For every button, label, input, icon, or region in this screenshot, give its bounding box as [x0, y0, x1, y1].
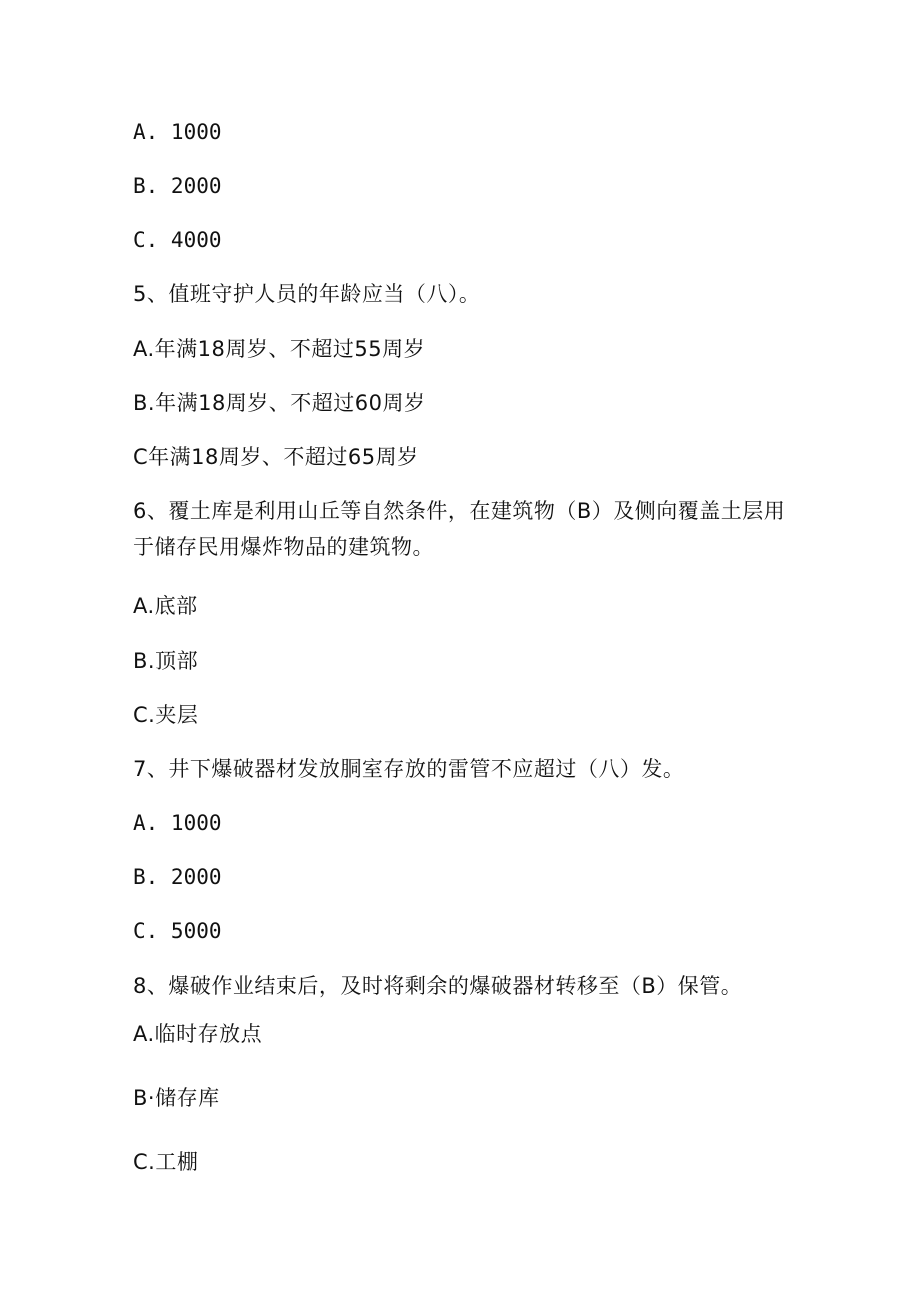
q4-option-c: C. 4000 [133, 228, 222, 252]
q8-option-c: C.工棚 [133, 1150, 199, 1174]
q7-option-c: C. 5000 [133, 919, 222, 943]
q6-option-a: A.底部 [133, 594, 198, 618]
q6-option-b: B.顶部 [133, 649, 199, 673]
q5-option-b: B.年满18周岁、不超过60周岁 [133, 391, 426, 415]
q5-option-a: A.年满18周岁、不超过55周岁 [133, 337, 426, 361]
question-7: 7、井下爆破器材发放胴室存放的雷管不应超过（八）发。 [133, 757, 685, 781]
q4-option-a: A. 1000 [133, 120, 222, 144]
q6-option-c: C.夹层 [133, 703, 199, 727]
q4-option-b: B. 2000 [133, 174, 222, 198]
q8-option-b: B·储存库 [133, 1086, 220, 1110]
question-5: 5、值班守护人员的年龄应当（八）。 [133, 282, 481, 306]
q7-option-a: A. 1000 [133, 811, 222, 835]
q7-option-b: B. 2000 [133, 865, 222, 889]
question-6: 6、覆土库是利用山丘等自然条件，在建筑物（B）及侧向覆盖土层用于储存民用爆炸物品的建筑物。 [133, 499, 786, 559]
question-8: 8、爆破作业结束后，及时将剩余的爆破器材转移至（B）保管。 [133, 974, 743, 998]
q5-option-c: C年满18周岁、不超过65周岁 [133, 445, 419, 469]
q8-option-a: A.临时存放点 [133, 1022, 263, 1046]
